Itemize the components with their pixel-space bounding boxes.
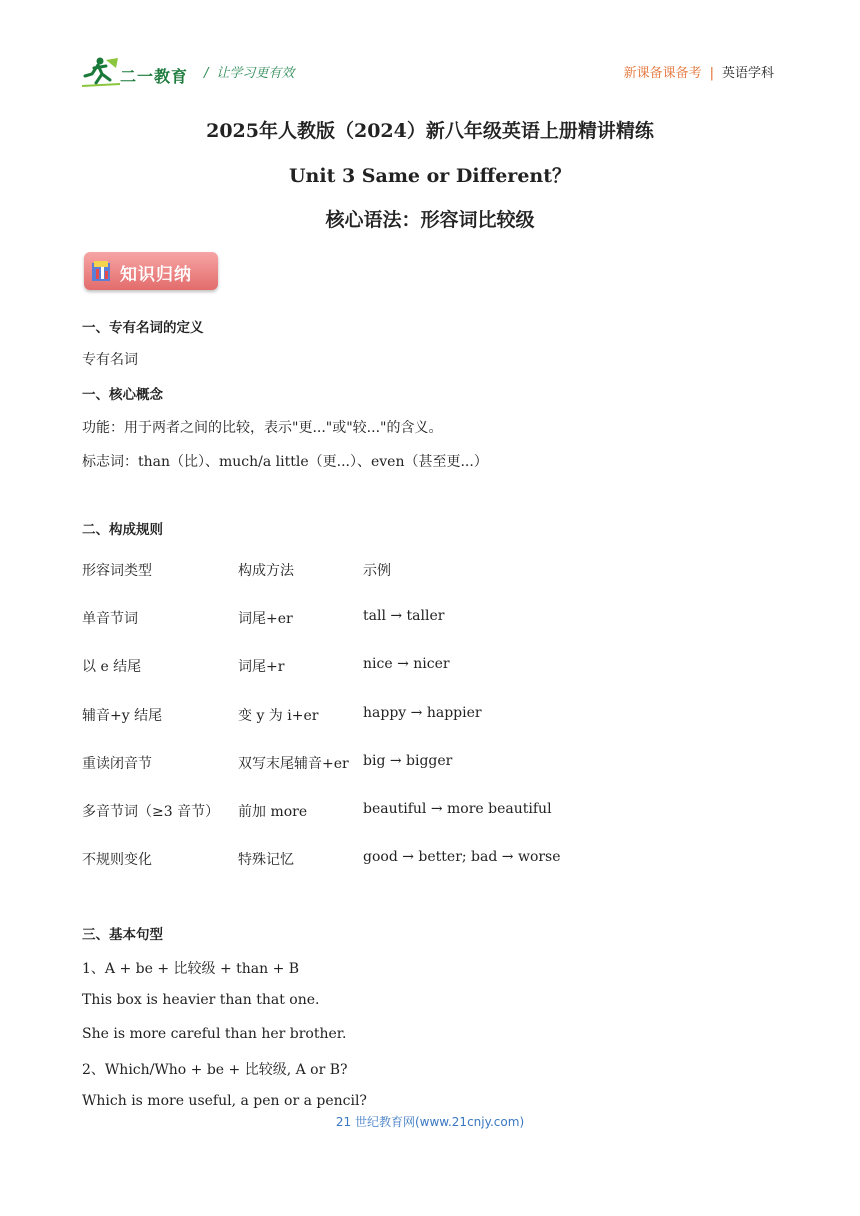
- core-function-text: 功能：用于两者之间的比较，表示"更..."或"较..."的含义。: [82, 420, 443, 436]
- table-header-cell: 示例: [363, 563, 391, 579]
- pattern-line: Which is more useful, a pen or a pencil?: [82, 1093, 367, 1109]
- book-icon: [90, 259, 112, 283]
- table-cell: 变 y 为 i+er: [238, 708, 319, 724]
- section-definition-text: 专有名词: [82, 352, 138, 368]
- section-rules-heading: 二、构成规则: [82, 522, 163, 538]
- slogan-text: 让学习更有效: [216, 66, 295, 81]
- table-cell: 单音节词: [82, 611, 138, 627]
- pattern-line: 1、A + be + 比较级 + than + B: [82, 961, 300, 977]
- table-cell: 多音节词（≥3 音节）: [82, 804, 220, 820]
- table-cell: happy → happier: [363, 705, 482, 721]
- table-cell: 辅音+y 结尾: [82, 708, 163, 724]
- table-cell: 不规则变化: [82, 852, 152, 868]
- pattern-line: This box is heavier than that one.: [82, 992, 320, 1008]
- knowledge-summary-badge: [84, 252, 218, 290]
- table-cell: beautiful → more beautiful: [363, 801, 552, 817]
- unit-title: Unit 3 Same or Different？: [288, 165, 572, 187]
- slogan: / 让学习更有效: [204, 66, 295, 81]
- table-cell: 双写末尾辅音+er: [238, 756, 349, 772]
- table-cell: 前加 more: [238, 804, 308, 820]
- table-header-cell: 形容词类型: [82, 563, 152, 579]
- core-markers-text: 标志词：than（比）、much/a little（更...）、even（甚至更...）: [82, 454, 488, 470]
- table-cell: 词尾+er: [238, 611, 293, 627]
- table-cell: 特殊记忆: [238, 852, 294, 868]
- subject-label: 英语学科: [721, 66, 774, 81]
- pattern-line: She is more careful than her brother.: [82, 1026, 347, 1042]
- section-definition-heading: 一、专有名词的定义: [82, 320, 204, 336]
- table-cell: 重读闭音节: [82, 756, 152, 772]
- table-cell: 词尾+r: [238, 659, 285, 675]
- document-title: 2025年人教版（2024）新八年级英语上册精讲精练: [206, 120, 654, 142]
- header-course-info: [624, 62, 774, 81]
- table-header-cell: 构成方法: [238, 563, 294, 579]
- table-cell: nice → nicer: [363, 656, 450, 672]
- section-core-heading: 一、核心概念: [82, 387, 163, 403]
- logo-text: 二一教育: [120, 67, 189, 86]
- pattern-line: 2、Which/Who + be + 比较级, A or B?: [82, 1062, 348, 1078]
- page-header: [82, 56, 774, 90]
- table-cell: good → better; bad → worse: [363, 849, 561, 865]
- header-separator: |: [709, 66, 714, 81]
- table-cell: 以 e 结尾: [82, 659, 142, 675]
- badge-label: 知识归纳: [120, 265, 192, 285]
- course-label: 新课备课备考: [623, 66, 702, 81]
- logo: [82, 56, 192, 90]
- section-patterns-heading: 三、基本句型: [82, 927, 163, 943]
- table-cell: tall → taller: [363, 608, 445, 624]
- table-cell: big → bigger: [363, 753, 453, 769]
- footer-source: 21 世纪教育网(www.21cnjy.com): [335, 1115, 525, 1129]
- grammar-title: 核心语法：形容词比较级: [325, 209, 535, 231]
